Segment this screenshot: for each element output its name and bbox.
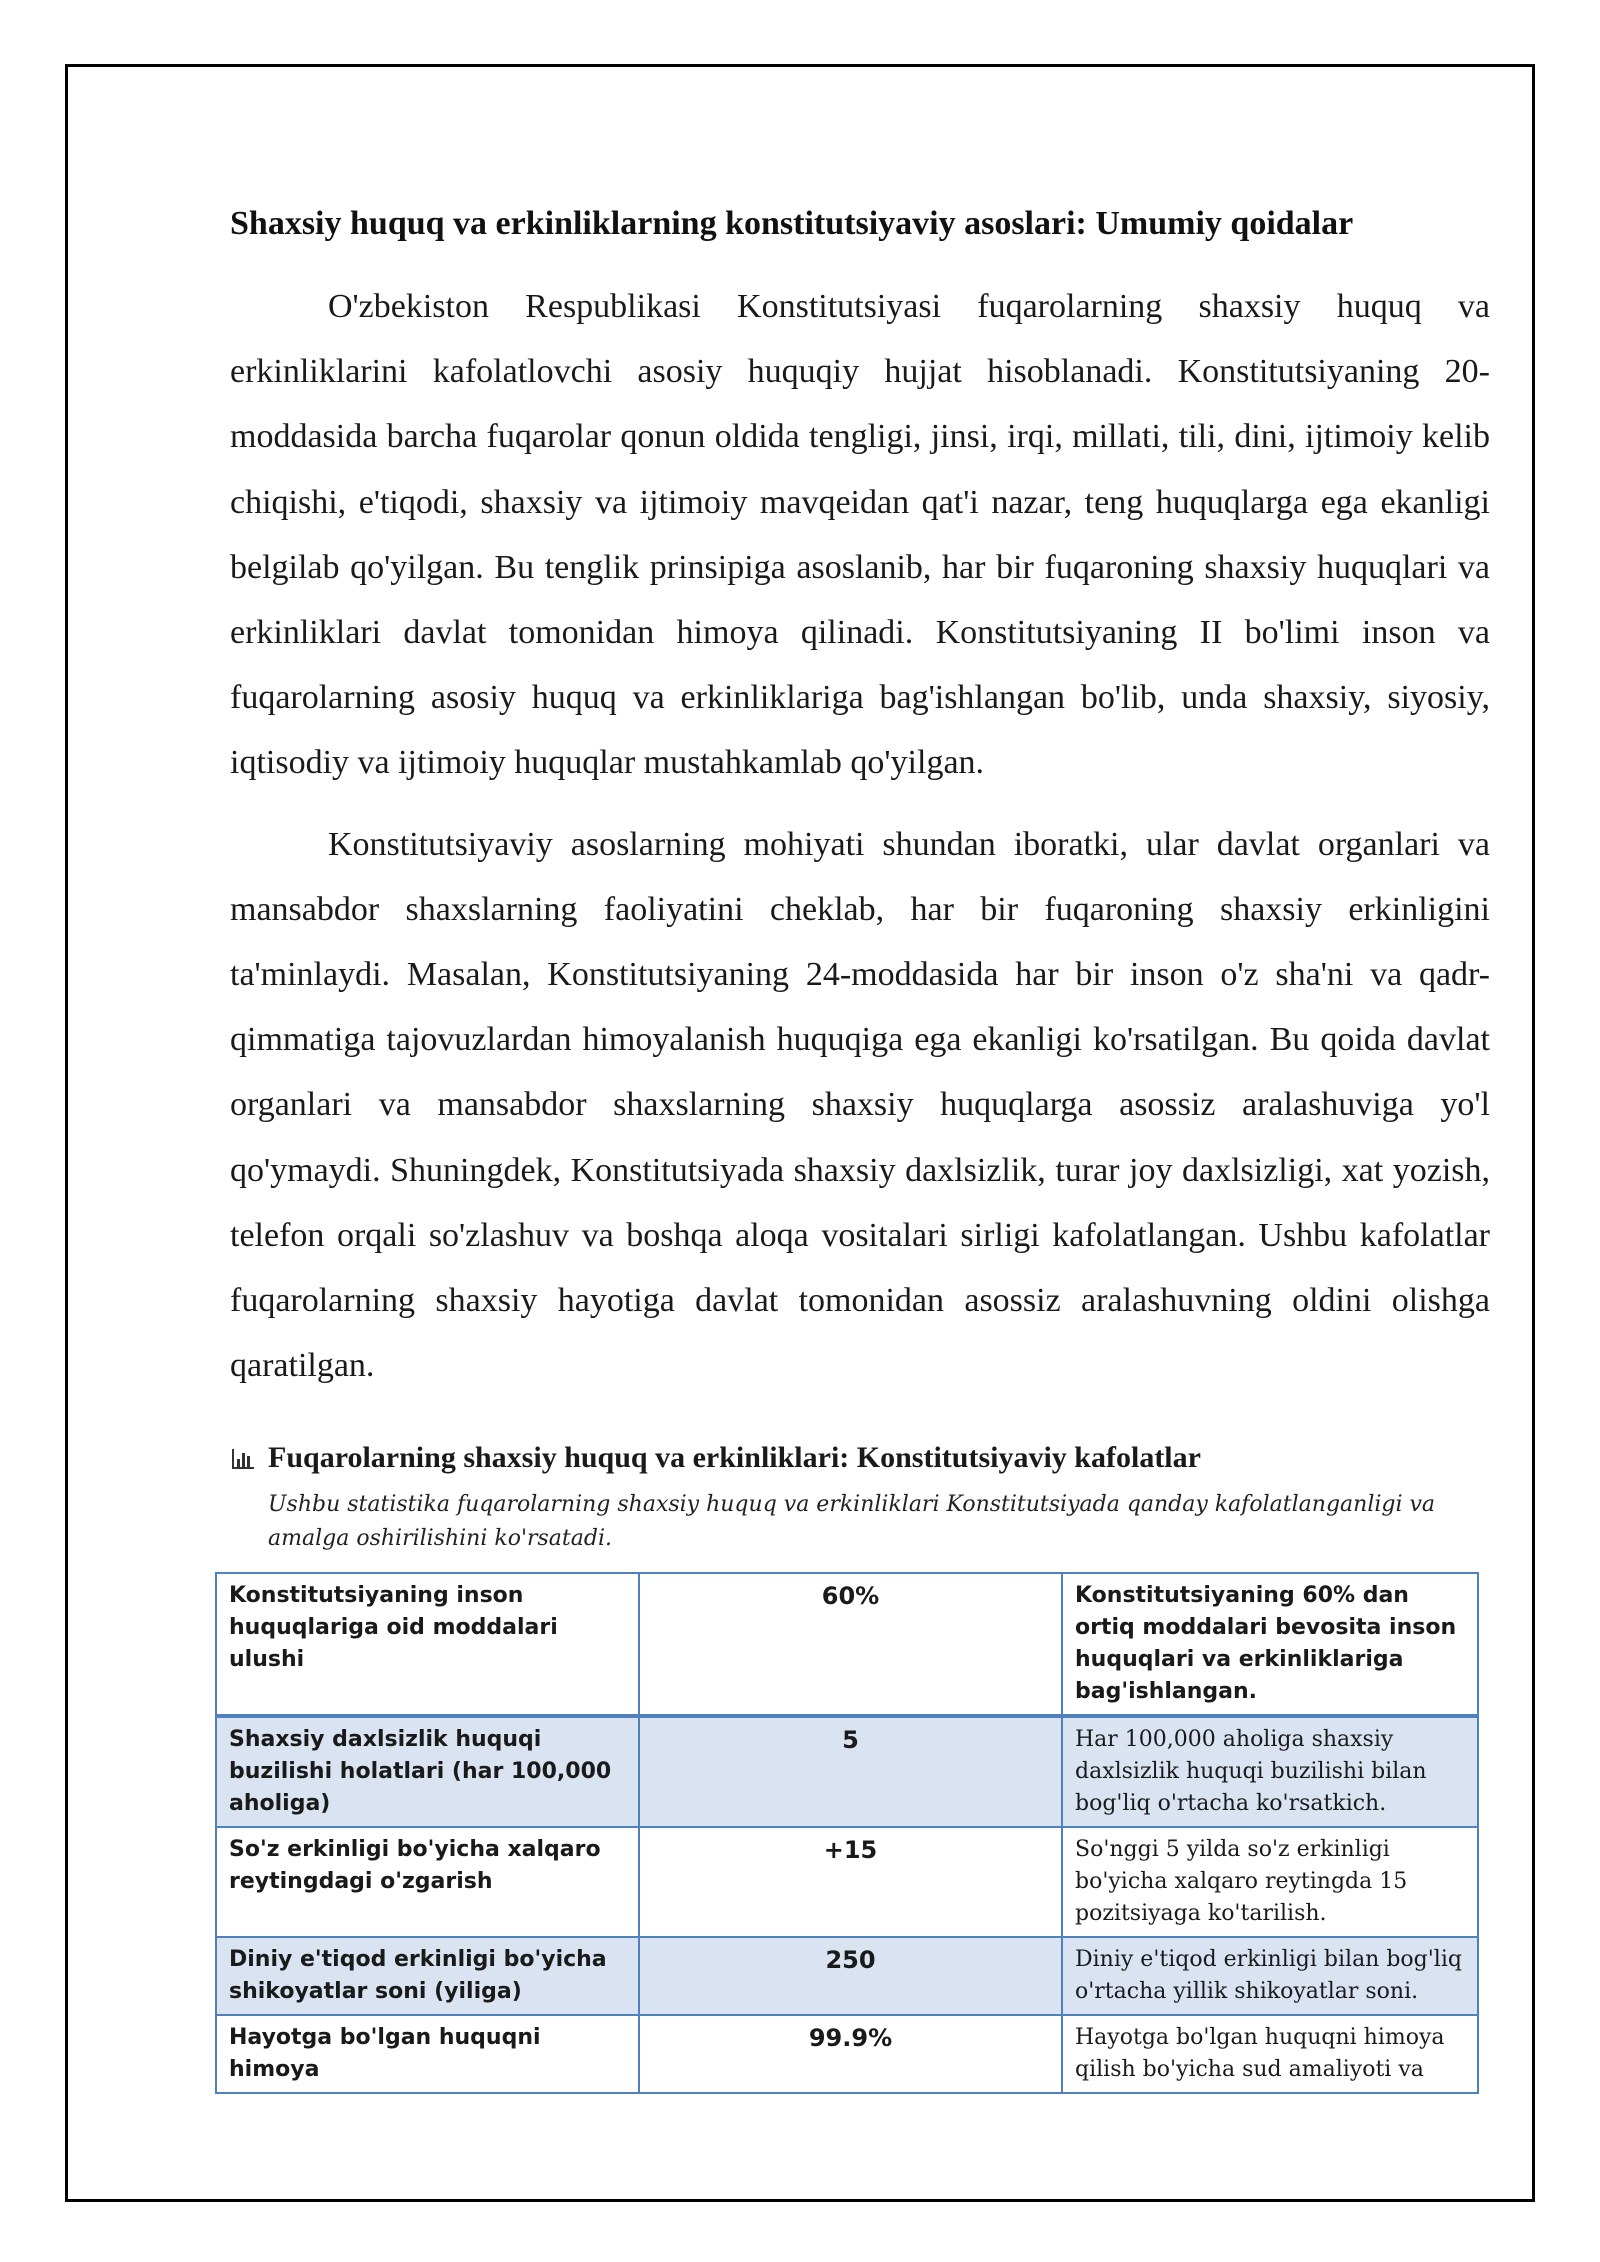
paragraph-1: O'zbekiston Respublikasi Konstitutsiyasi fuqarolarning shaxsiy huquq va erkinliklarini kafolatlovchi asosiy huquqiy hujjat hisoblanadi. Konstitutsiyaning 20-moddasida barcha fuqarolar qonun oldida tengligi, jinsi, irqi, millati, tili, dini, ijtimoiy kelib chiqishi, e'tiqodi, shaxsiy va ijtimoiy mavqeidan qat'i nazar, teng huquqlarga ega ekanligi belgilab qo'yilgan. Bu tenglik prinsipiga asoslanib, har bir fuqaroning shaxsiy huquqlari va erkinliklari davlat tomonidan himoya qilinadi. Konstitutsiyaning II bo'limi inson va fuqarolarning asosiy huquq va erkinliklariga bag'ishlangan bo'lib, unda shaxsiy, siyosiy, iqtisodiy va ijtimoiy huquqlar mustahkamlab qo'yilgan.: [230, 288, 1490, 782]
row-value: 250: [639, 1937, 1062, 2015]
row-note: Har 100,000 aholiga shaxsiy daxlsizlik huquqi buzilishi bilan bog'liq o'rtacha ko'rsatkich.: [1062, 1716, 1478, 1827]
stats-caption: Ushbu statistika fuqarolarning shaxsiy huquq va erkinliklari Konstitutsiyada qanday kafolatlanganligi va amalga oshirilishini ko'rsatadi.: [268, 1492, 1436, 1552]
row-note: Hayotga bo'lgan huquqni himoya qilish bo'yicha sud amaliyoti va: [1062, 2015, 1478, 2093]
stats-title-row: [230, 1438, 1490, 1478]
table-row: [216, 1716, 1478, 1827]
row-label: Konstitutsiyaning inson huquqlariga oid moddalari ulushi: [216, 1573, 639, 1716]
row-label: Shaxsiy daxlsizlik huquqi buzilishi holatlari (har 100,000 aholiga): [216, 1716, 639, 1827]
table-row: [216, 1937, 1478, 2015]
row-value: 60%: [639, 1573, 1062, 1716]
row-note: Konstitutsiyaning 60% dan ortiq moddalari bevosita inson huquqlari va erkinliklariga bag'ishlangan.: [1062, 1573, 1478, 1716]
bar-chart-icon: [230, 1445, 256, 1471]
document-title: Shaxsiy huquq va erkinliklarning konstitutsiyaviy asoslari: Umumiy qoidalar: [230, 205, 1354, 242]
row-value: 5: [639, 1716, 1062, 1827]
stats-table: [215, 1572, 1479, 2094]
row-note: So'nggi 5 yilda so'z erkinligi bo'yicha xalqaro reytingda 15 pozitsiyaga ko'tarilish.: [1062, 1827, 1478, 1937]
table-row: [216, 1827, 1478, 1937]
row-note: Diniy e'tiqod erkinligi bilan bog'liq o'rtacha yillik shikoyatlar soni.: [1062, 1937, 1478, 2015]
row-label: So'z erkinligi bo'yicha xalqaro reytingdagi o'zgarish: [216, 1827, 639, 1937]
row-value: 99.9%: [639, 2015, 1062, 2093]
document-content: [230, 198, 1490, 2094]
row-label: Diniy e'tiqod erkinligi bo'yicha shikoyatlar soni (yiliga): [216, 1937, 639, 2015]
row-label: Hayotga bo'lgan huquqni himoya: [216, 2015, 639, 2093]
table-row: [216, 1573, 1478, 1716]
stats-section: [230, 1438, 1490, 2094]
table-row: [216, 2015, 1478, 2093]
row-value: +15: [639, 1827, 1062, 1937]
paragraph-2: Konstitutsiyaviy asoslarning mohiyati shundan iboratki, ular davlat organlari va mansabdor shaxslarning faoliyatini cheklab, har bir fuqaroning shaxsiy erkinligini ta'minlaydi. Masalan, Konstitutsiyaning 24-moddasida har bir inson o'z sha'ni va qadr-qimmatiga tajovuzlardan himoyalanish huquqiga ega ekanligi ko'rsatilgan. Bu qoida davlat organlari va mansabdor shaxslarning shaxsiy huquqlarga asossiz aralashuviga yo'l qo'ymaydi. Shuningdek, Konstitutsiyada shaxsiy daxlsizlik, turar joy daxlsizligi, xat yozish, telefon orqali so'zlashuv va boshqa aloqa vositalari sirligi kafolatlangan. Ushbu kafolatlar fuqarolarning shaxsiy hayotiga davlat tomonidan asossiz aralashuvning oldini olishga qaratilgan.: [230, 825, 1490, 1385]
stats-title: Fuqarolarning shaxsiy huquq va erkinliklari: Konstitutsiyaviy kafolatlar: [268, 1441, 1201, 1475]
